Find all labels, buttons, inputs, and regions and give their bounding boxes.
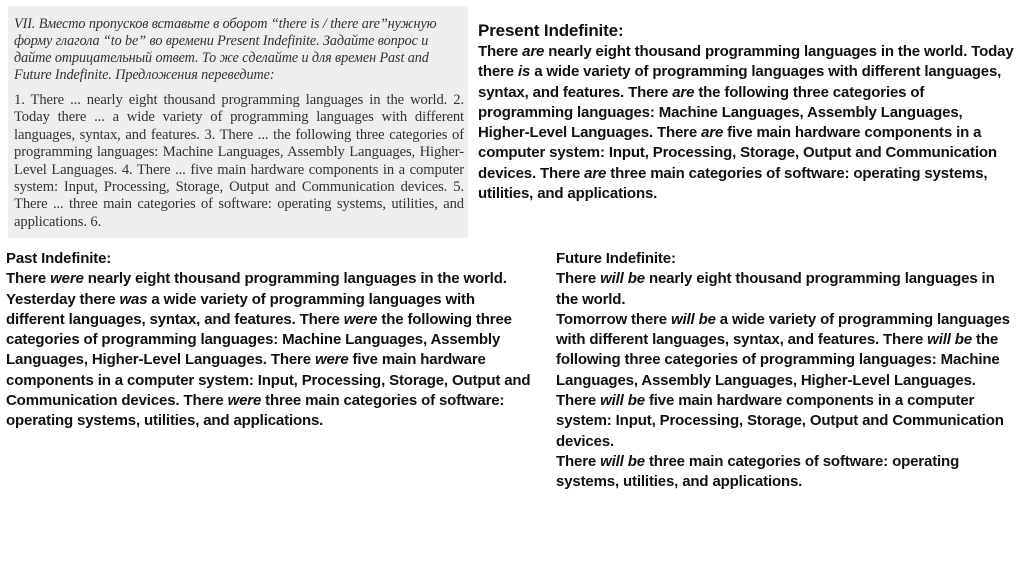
future-s1 — [556, 269, 1018, 310]
text-fragment: five main hardware components in a computer system: Input, Processing, Storage, Output and Communication devices. — [556, 392, 1004, 450]
text-fragment: the following three categories of programming languages: Machine Languages, Assembly Languages, Higher-Level Languages. — [478, 83, 963, 142]
past-paragraph — [6, 269, 536, 431]
text-fragment: three main categories of software: operating systems, utilities, and applications. — [478, 164, 988, 203]
verb-form: will be — [927, 331, 972, 349]
verb-form: is — [517, 63, 531, 81]
text-fragment: nearly eight thousand programming languages in the world. — [544, 43, 968, 60]
text-fragment: There — [179, 392, 228, 410]
text-fragment: Tomorrow there — [556, 310, 671, 328]
future-s2-s4 — [556, 310, 1018, 452]
text-fragment: There — [536, 164, 585, 182]
text-fragment: a wide variety of programming languages with different languages, syntax, and features. — [556, 310, 1010, 349]
text-fragment: three main categories of software: operating systems, utilities, and applications. — [6, 392, 505, 430]
present-paragraph — [478, 42, 1018, 204]
verb-form: are — [522, 43, 545, 60]
past-s1 — [6, 270, 507, 287]
text-fragment: There — [266, 351, 315, 369]
text-fragment: a wide variety of programming languages with different languages, syntax, and features. — [6, 290, 475, 328]
future-s5 — [556, 452, 1018, 493]
verb-form: will be — [600, 392, 645, 410]
text-fragment: Today there — [478, 43, 1014, 81]
text-fragment: There — [624, 83, 673, 101]
text-fragment: There — [556, 452, 601, 470]
text-fragment: nearly eight thousand programming languages in the world. — [83, 270, 507, 288]
verb-form: will be — [670, 310, 716, 328]
text-fragment: the following three categories of programming languages: Machine Languages, Assembly Languages, Higher-Level Languages. — [556, 331, 1000, 389]
text-fragment: There — [6, 270, 51, 288]
verb-form: will be — [600, 270, 645, 288]
text-fragment: There — [478, 43, 523, 60]
past-indefinite-block — [6, 249, 536, 432]
text-fragment: five main hardware components in a computer system: Input, Processing, Storage, Output and Communication devices. — [6, 351, 531, 410]
scanned-exercise — [8, 6, 468, 238]
text-fragment: There — [295, 310, 344, 328]
text-fragment: five main hardware components in a computer system: Input, Processing, Storage, Output and Communication devices. — [478, 124, 997, 182]
verb-form: were — [227, 392, 262, 410]
text-fragment: There — [652, 124, 702, 142]
present-s1 — [478, 43, 967, 60]
text-fragment: nearly eight thousand programming languages in the world. — [556, 270, 995, 308]
text-fragment: There — [556, 392, 601, 410]
verb-form: are — [701, 124, 724, 142]
future-indefinite-block — [556, 249, 1018, 493]
text-fragment: the following three categories of programming languages: Machine Languages, Assembly Languages, Higher-Level Languages. — [6, 310, 512, 369]
verb-form: was — [119, 290, 148, 308]
future-s4 — [556, 392, 1004, 450]
text-fragment: There — [879, 331, 928, 349]
exercise-instruction: VII. Вместо пропусков вставьте в оборот “there is / there are”нужную форму глагола “to be” во времени Present Indefinite. Задайте вопрос и дайте отрицательный ответ. То же сделайте и для времен Past and Future Indefinite. Предложения переведите: — [14, 16, 437, 83]
text-fragment: a wide variety of programming languages with different languages, syntax, and features. — [478, 63, 1002, 101]
past-heading: Past Indefinite: — [6, 250, 112, 267]
present-heading: Present Indefinite: — [478, 21, 624, 40]
verb-form: are — [584, 164, 607, 182]
exercise-sentences: 1. There ... nearly eight thousand programming languages in the world. 2. Today there ... a wide variety of programming languages with different languages, syntax, and features. 3. There ... the following three categories of programming languages: Machine Languages, Assembly Languages, Higher-Level Languages. 4. There ... five main hardware components in a computer system: Input, Processing, Storage, Output and Communication devices. 5. There ... three main categories of software: operating systems, utilities, and applications. 6. — [14, 92, 464, 230]
text-fragment: There — [556, 270, 601, 288]
present-indefinite-block — [478, 20, 1018, 204]
verb-form: are — [672, 83, 695, 101]
verb-form: were — [343, 310, 378, 328]
future-heading: Future Indefinite: — [556, 250, 676, 267]
text-fragment: Yesterday there — [6, 290, 120, 308]
text-fragment: three main categories of software: operating systems, utilities, and applications. — [556, 452, 960, 491]
verb-form: were — [50, 270, 84, 288]
exercise-text — [14, 92, 464, 231]
present-s5 — [478, 165, 987, 202]
verb-form: will be — [600, 452, 645, 470]
verb-form: were — [314, 351, 349, 369]
